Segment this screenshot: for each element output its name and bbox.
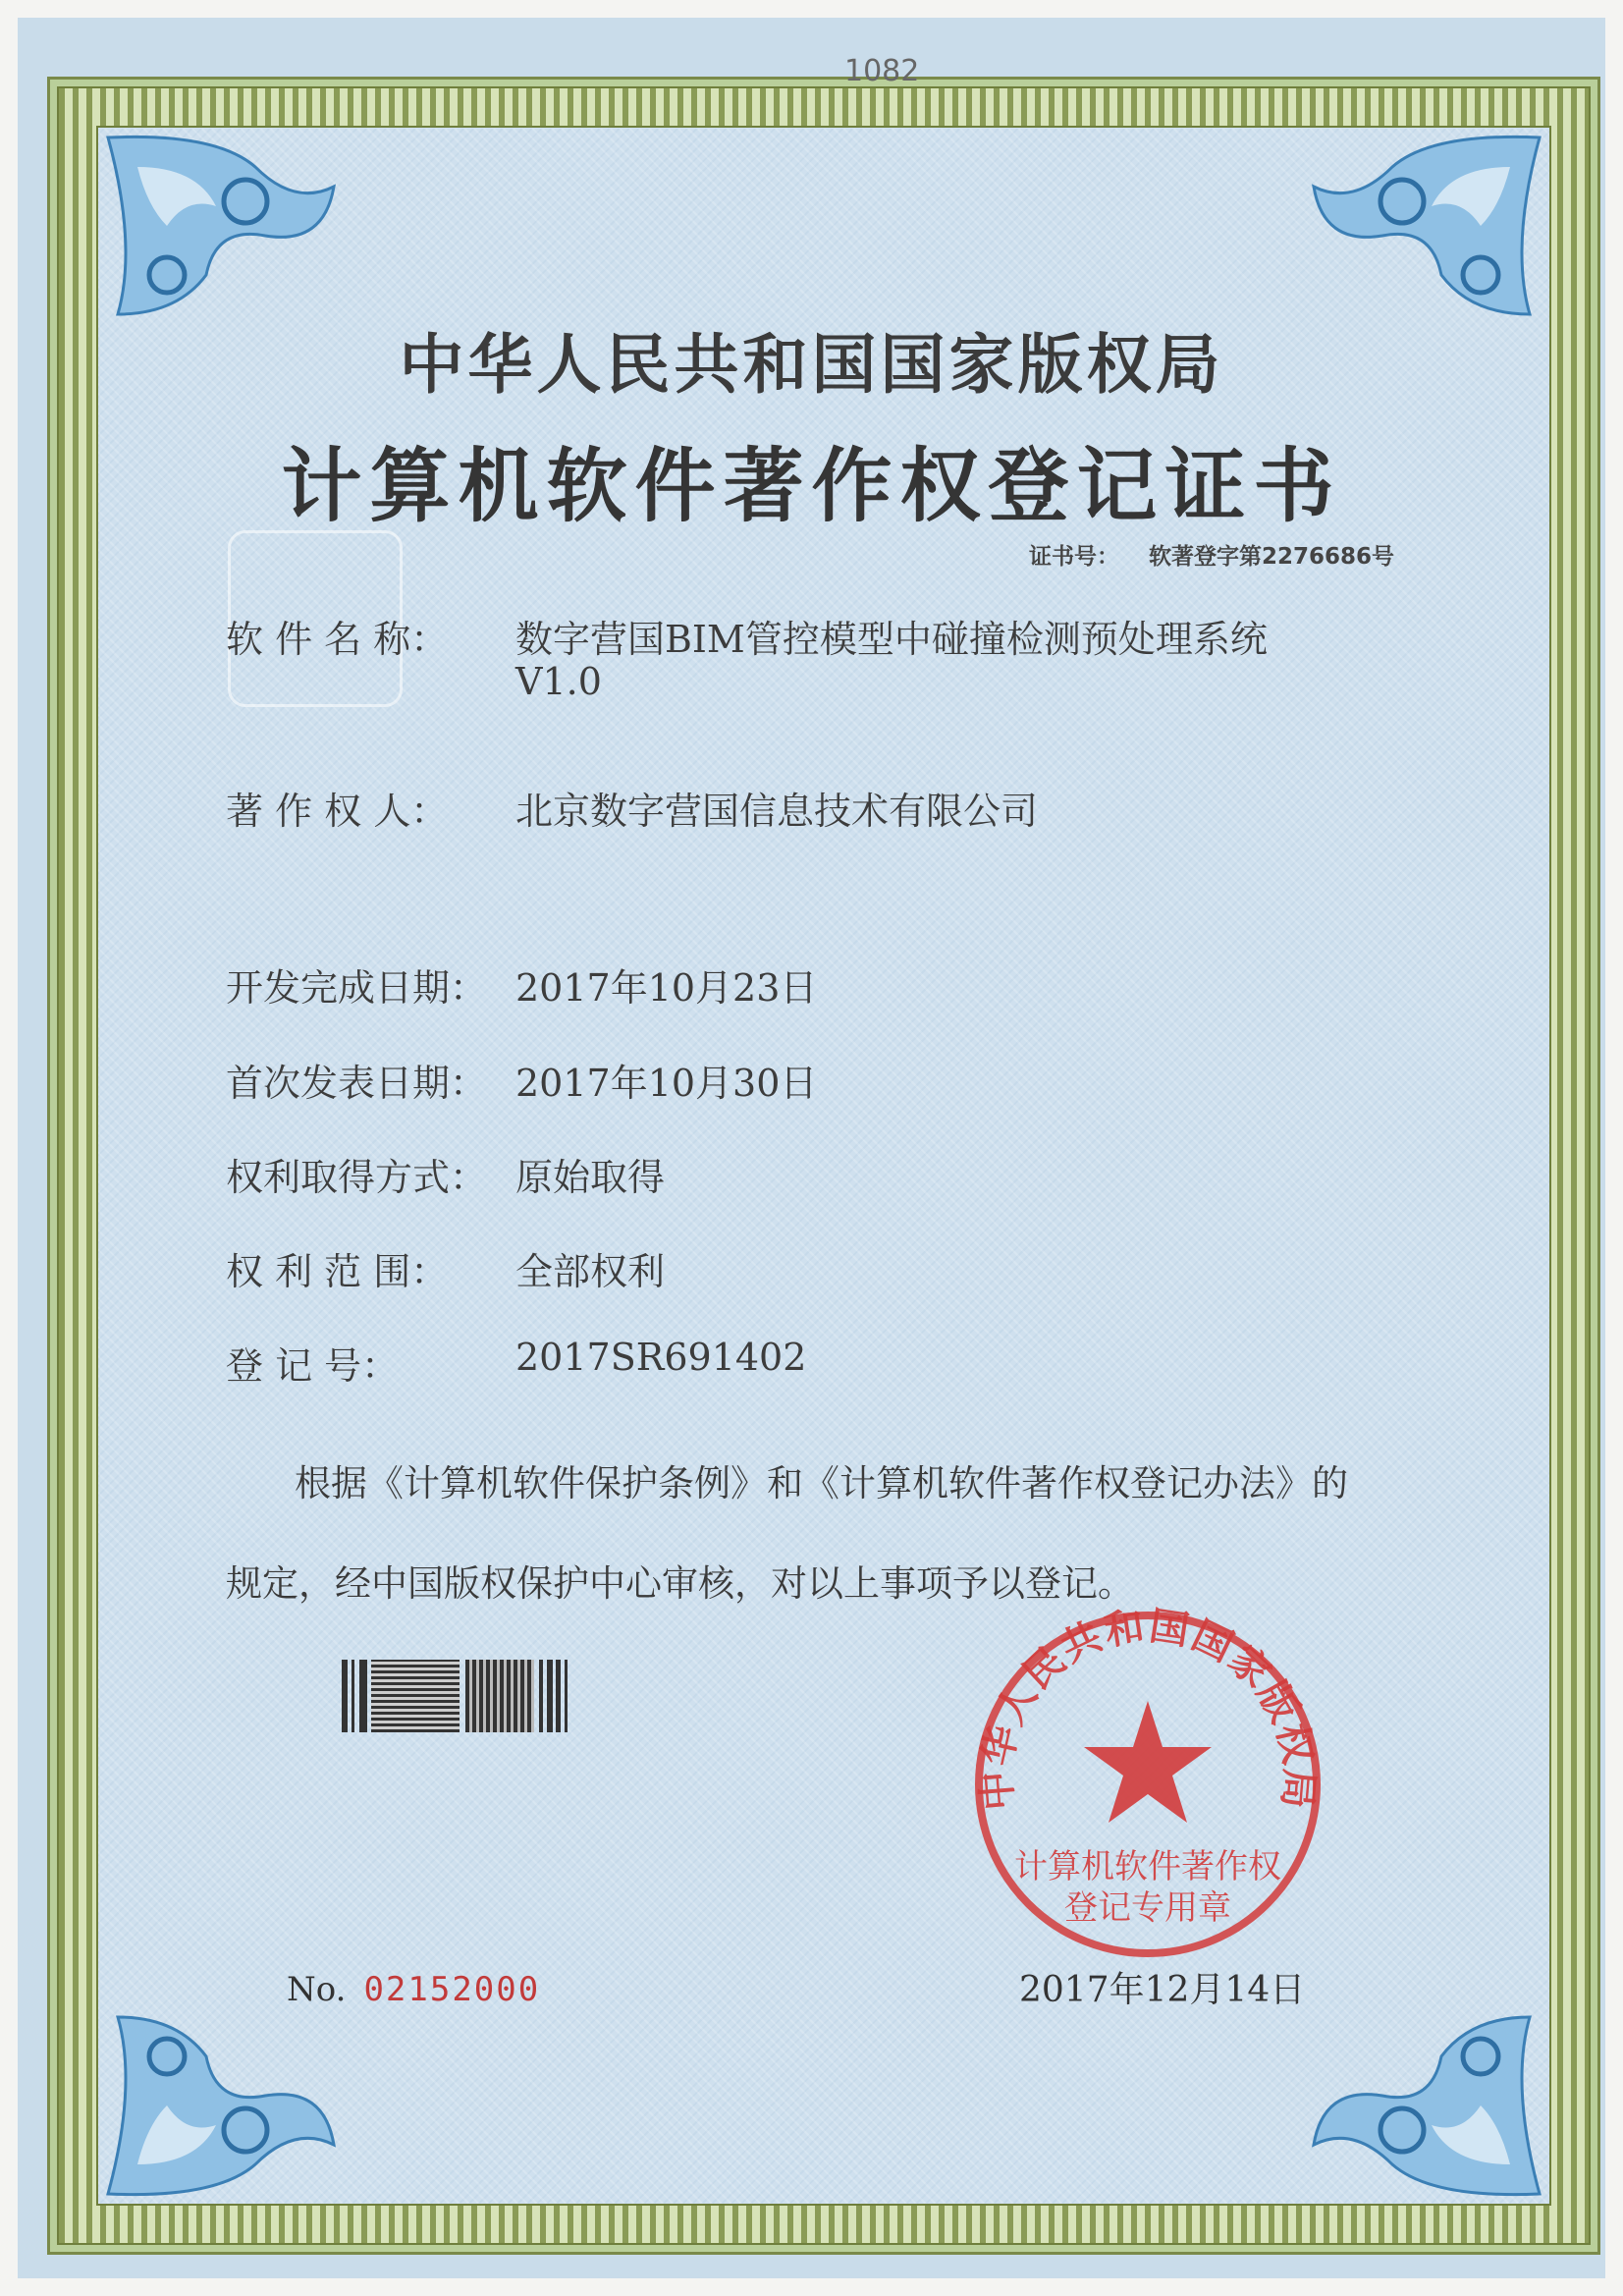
issue-date: 2017年12月14日 [1019, 1970, 1306, 2010]
barcode-icon [342, 1660, 569, 1732]
serial-number-label: No. [287, 1970, 347, 2009]
field-pub-date [226, 1053, 817, 1107]
field-dev-date [226, 957, 817, 1011]
scope-label: 权 利 范 围： [226, 1250, 449, 1293]
registration-label: 登 记 号： [226, 1344, 400, 1388]
acquire-value: 原始取得 [515, 1156, 666, 1199]
handwritten-note: 1082 [844, 54, 920, 88]
issuer-title: 中华人民共和国国家版权局 [399, 327, 1224, 403]
corner-ornament-icon [98, 2007, 353, 2204]
certificate-title: 计算机软件著作权登记证书 [281, 440, 1342, 533]
dev-date-value: 2017年10月23日 [515, 966, 818, 1010]
owner-value: 北京数字营国信息技术有限公司 [515, 790, 1039, 833]
field-scope [226, 1241, 665, 1295]
registration-value: 2017SR691402 [515, 1336, 807, 1379]
software-version-value: V1.0 [515, 660, 602, 703]
software-name-value: 数字营国BIM管控模型中碰撞检测预处理系统 [515, 618, 1268, 661]
seal-inner-line1: 计算机软件著作权 [1014, 1847, 1281, 1886]
corner-ornament-icon [98, 128, 353, 324]
field-acquire [226, 1147, 665, 1201]
serial-number-value: 02152000 [363, 1970, 541, 2009]
pub-date-value: 2017年10月30日 [515, 1062, 818, 1105]
certificate-number-label: 证书号： [1029, 544, 1119, 570]
owner-label: 著 作 权 人： [226, 790, 449, 833]
acquire-label: 权利取得方式： [226, 1156, 488, 1199]
seal-inner-line2: 登记专用章 [1064, 1888, 1231, 1928]
seal-outer-text: 中华人民共和国国家版权局 [973, 1603, 1323, 1813]
field-owner [226, 781, 1038, 835]
field-registration [226, 1336, 806, 1390]
scope-value: 全部权利 [515, 1250, 666, 1293]
pub-date-label: 首次发表日期： [226, 1062, 488, 1105]
body-line-2: 规定，经中国版权保护中心审核，对以上事项予以登记。 [226, 1562, 1134, 1605]
dev-date-label: 开发完成日期： [226, 966, 488, 1010]
certificate-number-value: 软著登字第2276686号 [1149, 544, 1395, 570]
serial-number [287, 1970, 540, 2009]
body-line-1: 根据《计算机软件保护条例》和《计算机软件著作权登记办法》的 [295, 1462, 1348, 1504]
certificate-number [1029, 538, 1394, 571]
software-name-label: 软 件 名 称： [226, 618, 449, 661]
corner-ornament-icon [1294, 2007, 1549, 2204]
field-software-name [226, 609, 1268, 703]
official-seal-icon [966, 1603, 1329, 1966]
corner-ornament-icon [1294, 128, 1549, 324]
